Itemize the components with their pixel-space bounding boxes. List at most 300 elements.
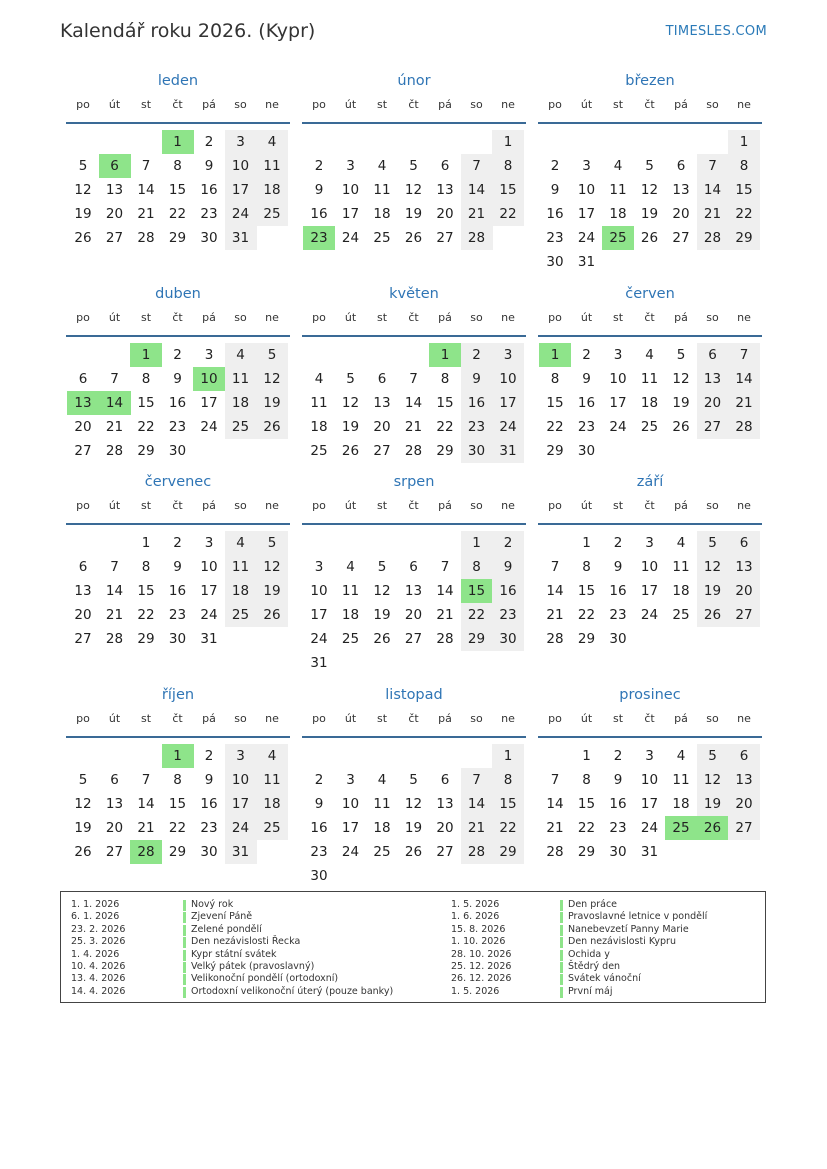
day-cell: 27: [728, 603, 760, 627]
weekday-label: čt: [408, 311, 419, 324]
holiday-name: Pravoslavné letnice v pondělí: [568, 911, 708, 923]
day-cell: 22: [436, 419, 454, 435]
day-cell: 24: [341, 844, 360, 860]
day-cell: 2: [613, 535, 623, 551]
day-cell: 10: [492, 367, 524, 391]
day-cell: 29: [577, 844, 596, 860]
day-cell: 21: [436, 607, 454, 623]
holiday-name: Den nezávislosti Kypru: [568, 936, 676, 948]
weekday-label: pá: [674, 499, 688, 512]
weekday-label: st: [612, 499, 624, 512]
day-cell: 20: [697, 391, 729, 415]
weekday-label: po: [312, 712, 326, 725]
day-cell: 19: [640, 206, 659, 222]
day-cell: 9: [314, 796, 324, 812]
day-cell: 8: [141, 559, 151, 575]
day-cell: 14: [436, 583, 454, 599]
weekday-label: so: [470, 311, 483, 324]
day-cell: 5: [346, 371, 355, 387]
day-cell: 31: [200, 631, 218, 647]
day-cell: 17: [200, 583, 218, 599]
day-cell: 27: [436, 844, 454, 860]
day-cell: 18: [672, 796, 690, 812]
day-cell: 10: [577, 182, 596, 198]
holiday-legend-row: [61, 949, 761, 961]
day-cell: 28: [105, 443, 124, 459]
day-cell: 14: [105, 583, 124, 599]
day-cell: 28: [697, 226, 729, 250]
day-cell: 26: [256, 603, 288, 627]
day-cell: 3: [346, 158, 355, 174]
day-cell: 11: [341, 583, 360, 599]
day-cell: 19: [697, 792, 729, 816]
day-cell: 17: [200, 395, 218, 411]
day-cell: 3: [645, 535, 654, 551]
day-cell: 4: [377, 158, 387, 174]
day-cell: 27: [728, 816, 760, 840]
day-cell: 18: [225, 579, 257, 603]
day-cell: 30: [168, 443, 187, 459]
day-cell: 2: [613, 748, 623, 764]
day-cell: 4: [613, 158, 623, 174]
holiday-date: 1. 4. 2026: [71, 948, 120, 960]
day-cell: 26: [74, 230, 92, 246]
day-cell: 10: [310, 583, 328, 599]
day-cell: 20: [728, 792, 760, 816]
weekday-label: pá: [202, 712, 216, 725]
day-cell: 26: [404, 230, 423, 246]
day-cell: 6: [440, 158, 450, 174]
day-cell-holiday: 10: [193, 367, 225, 391]
day-cell: 2: [492, 531, 524, 555]
holiday-marker: [560, 900, 563, 911]
day-cell: 16: [168, 395, 187, 411]
day-cell: 21: [137, 820, 155, 836]
holiday-date: 10. 4. 2026: [71, 961, 126, 972]
day-cell: 29: [436, 443, 454, 459]
day-cell: 15: [546, 395, 564, 411]
day-cell-holiday: 1: [539, 343, 571, 367]
day-cell: 12: [256, 367, 288, 391]
weekday-label: st: [140, 98, 152, 111]
day-cell: 23: [609, 607, 627, 623]
day-cell: 17: [492, 391, 524, 415]
holiday-name: Den nezávislosti Řecka: [191, 936, 301, 948]
day-cell: 1: [141, 535, 151, 551]
weekday-label: út: [580, 98, 593, 111]
day-cell: 27: [672, 230, 690, 246]
day-cell: 10: [341, 182, 360, 198]
day-cell: 22: [546, 419, 564, 435]
day-cell: 6: [78, 371, 88, 387]
day-cell: 21: [546, 607, 564, 623]
weekday-label: pá: [674, 311, 688, 324]
day-cell: 18: [256, 178, 288, 202]
day-cell: 12: [373, 583, 391, 599]
day-cell: 17: [640, 796, 659, 812]
weekday-label: ne: [737, 499, 751, 512]
day-cell: 7: [697, 154, 729, 178]
day-cell: 23: [546, 230, 564, 246]
day-cell: 29: [168, 844, 187, 860]
day-cell: 5: [78, 158, 88, 174]
day-cell-holiday: 25: [602, 226, 634, 250]
weekday-label: st: [376, 499, 388, 512]
day-cell: 21: [728, 391, 760, 415]
holiday-date: 25. 3. 2026: [71, 936, 126, 948]
day-cell: 30: [168, 631, 187, 647]
day-cell: 7: [110, 371, 119, 387]
weekday-label: út: [344, 98, 357, 111]
day-cell: 21: [105, 419, 124, 435]
day-cell: 22: [577, 607, 596, 623]
day-cell: 10: [640, 559, 659, 575]
month-name: duben: [155, 286, 201, 302]
day-cell: 18: [225, 391, 257, 415]
day-cell: 3: [613, 347, 623, 363]
day-cell: 13: [436, 182, 454, 198]
day-cell: 25: [373, 844, 391, 860]
day-cell: 17: [577, 206, 596, 222]
day-cell-holiday: 13: [67, 391, 99, 415]
day-cell: 5: [697, 531, 729, 555]
day-cell: 28: [105, 631, 124, 647]
weekday-label: pá: [202, 98, 216, 111]
day-cell: 22: [492, 816, 524, 840]
day-cell: 2: [173, 535, 182, 551]
day-cell: 6: [728, 531, 760, 555]
day-cell: 28: [137, 230, 155, 246]
day-cell: 1: [728, 130, 760, 154]
day-cell: 9: [173, 371, 182, 387]
weekday-label: st: [612, 98, 624, 111]
day-cell: 4: [676, 748, 686, 764]
day-cell: 1: [582, 748, 591, 764]
weekday-label: st: [140, 499, 152, 512]
day-cell: 27: [404, 631, 423, 647]
day-cell: 25: [672, 607, 690, 623]
day-cell: 24: [200, 607, 218, 623]
day-cell: 14: [461, 792, 493, 816]
holiday-marker: [560, 950, 563, 961]
day-cell: 26: [256, 415, 288, 439]
weekday-header: [538, 98, 762, 124]
day-cell: 29: [168, 230, 187, 246]
day-cell: 28: [436, 631, 454, 647]
day-cell: 1: [582, 535, 591, 551]
day-cell: 13: [728, 555, 760, 579]
weekday-label: čt: [172, 311, 183, 324]
day-cell: 13: [74, 583, 92, 599]
weekday-header: [538, 499, 762, 525]
holiday-name: Ochida y: [568, 948, 610, 960]
day-cell-holiday: 26: [697, 816, 729, 840]
day-cell: 20: [436, 206, 454, 222]
holiday-legend-row: [61, 899, 761, 911]
holiday-date: 1. 5. 2026: [451, 899, 500, 910]
day-cell: 16: [461, 391, 493, 415]
month-name: únor: [397, 73, 431, 89]
day-cell: 30: [609, 844, 627, 860]
day-cell: 15: [436, 395, 454, 411]
day-cell: 31: [225, 226, 257, 250]
day-cell: 17: [341, 820, 360, 836]
day-cell: 26: [373, 631, 391, 647]
day-cell: 24: [640, 607, 659, 623]
day-cell: 19: [74, 820, 92, 836]
holiday-date: 1. 1. 2026: [71, 899, 120, 910]
weekday-label: po: [312, 98, 326, 111]
day-cell: 24: [225, 816, 257, 840]
day-cell: 9: [492, 555, 524, 579]
weekday-label: ne: [737, 98, 751, 111]
month-name: prosinec: [619, 687, 681, 703]
weekday-label: ne: [501, 98, 515, 111]
weekday-label: ne: [737, 311, 751, 324]
day-cell: 23: [200, 206, 218, 222]
holiday-date: 14. 4. 2026: [71, 985, 126, 997]
weekday-label: čt: [172, 499, 183, 512]
day-cell: 14: [697, 178, 729, 202]
day-cell: 27: [697, 415, 729, 439]
day-cell: 7: [110, 559, 119, 575]
weekday-label: po: [312, 499, 326, 512]
day-cell: 6: [78, 559, 88, 575]
day-cell: 8: [728, 154, 760, 178]
weekday-label: čt: [408, 98, 419, 111]
holiday-name: Velký pátek (pravoslavný): [191, 961, 315, 972]
weekday-header: [66, 499, 290, 525]
weekday-header: [66, 712, 290, 738]
day-cell: 17: [225, 178, 257, 202]
day-cell: 6: [440, 772, 450, 788]
day-cell: 29: [728, 226, 760, 250]
weekday-label: ne: [265, 712, 279, 725]
weekday-label: st: [376, 98, 388, 111]
day-cell: 5: [256, 531, 288, 555]
day-cell: 3: [645, 748, 654, 764]
day-cell: 23: [461, 415, 493, 439]
day-cell: 5: [409, 158, 418, 174]
day-cell: 18: [373, 820, 391, 836]
weekday-label: so: [470, 712, 483, 725]
day-cell: 22: [137, 419, 155, 435]
day-cell: 16: [200, 796, 218, 812]
day-cell: 13: [105, 182, 124, 198]
weekday-label: st: [612, 712, 624, 725]
site-link[interactable]: TIMESLES.COM: [665, 24, 767, 39]
day-cell: 24: [577, 230, 596, 246]
day-cell: 8: [582, 559, 591, 575]
day-cell: 26: [341, 443, 360, 459]
holiday-name: Svátek vánoční: [568, 973, 641, 985]
day-cell: 31: [640, 844, 659, 860]
day-cell: 16: [577, 395, 596, 411]
weekday-label: čt: [644, 311, 655, 324]
day-cell: 20: [105, 206, 124, 222]
day-cell: 7: [141, 772, 151, 788]
day-cell: 22: [168, 820, 187, 836]
holiday-legend-row: [61, 924, 761, 936]
weekday-label: ne: [737, 712, 751, 725]
day-cell: 30: [461, 439, 493, 463]
holiday-marker: [560, 925, 563, 936]
day-cell: 2: [461, 343, 493, 367]
day-cell: 20: [74, 419, 92, 435]
day-cell: 13: [672, 182, 690, 198]
day-cell: 23: [577, 419, 596, 435]
day-cell: 22: [461, 603, 493, 627]
holiday-date: 1. 6. 2026: [451, 911, 500, 923]
day-cell: 12: [404, 182, 423, 198]
page-title: Kalendář roku 2026. (Kypr): [60, 20, 316, 42]
day-cell: 17: [310, 607, 328, 623]
month-name: květen: [389, 286, 439, 302]
day-cell: 20: [404, 607, 423, 623]
day-cell: 15: [492, 792, 524, 816]
holiday-name: První máj: [568, 985, 613, 997]
weekday-label: út: [580, 712, 593, 725]
holiday-name: Velikonoční pondělí (ortodoxní): [191, 973, 339, 985]
day-cell: 3: [314, 559, 324, 575]
day-cell: 24: [640, 820, 659, 836]
day-cell: 21: [461, 202, 493, 226]
day-cell: 9: [550, 182, 560, 198]
day-cell: 16: [609, 583, 627, 599]
day-cell: 13: [404, 583, 423, 599]
day-cell: 7: [141, 158, 151, 174]
weekday-label: út: [344, 311, 357, 324]
day-cell: 30: [492, 627, 524, 651]
day-cell: 3: [204, 347, 214, 363]
holiday-date: 6. 1. 2026: [71, 911, 120, 923]
holiday-date: 1. 10. 2026: [451, 936, 506, 948]
day-cell: 3: [225, 130, 257, 154]
day-cell: 9: [461, 367, 493, 391]
day-cell: 19: [74, 206, 92, 222]
day-cell-holiday: 25: [665, 816, 697, 840]
holiday-date: 26. 12. 2026: [451, 973, 512, 985]
day-cell: 28: [461, 840, 493, 864]
holiday-date: 25. 12. 2026: [451, 961, 512, 972]
weekday-label: st: [376, 712, 388, 725]
day-cell: 8: [461, 555, 493, 579]
day-cell: 12: [697, 768, 729, 792]
weekday-label: ne: [501, 499, 515, 512]
holiday-date: 23. 2. 2026: [71, 923, 126, 935]
day-cell: 12: [74, 182, 92, 198]
day-cell: 15: [168, 182, 187, 198]
day-cell: 18: [640, 395, 659, 411]
month-name: březen: [625, 73, 675, 89]
day-cell: 30: [577, 443, 596, 459]
day-cell: 22: [728, 202, 760, 226]
day-cell: 1: [492, 744, 524, 768]
weekday-label: po: [548, 499, 562, 512]
day-cell: 29: [577, 631, 596, 647]
weekday-label: pá: [438, 712, 452, 725]
weekday-header: [302, 499, 526, 525]
day-cell: 19: [341, 419, 360, 435]
day-cell: 11: [310, 395, 328, 411]
day-cell: 12: [74, 796, 92, 812]
day-cell: 7: [409, 371, 418, 387]
day-cell: 24: [609, 419, 627, 435]
month-name: říjen: [161, 687, 195, 703]
weekday-label: po: [312, 311, 326, 324]
day-cell: 9: [582, 371, 591, 387]
day-cell: 30: [609, 631, 627, 647]
day-cell: 31: [577, 254, 596, 270]
day-cell: 11: [256, 768, 288, 792]
day-cell: 9: [173, 559, 182, 575]
day-cell: 5: [409, 772, 418, 788]
day-cell: 4: [225, 343, 257, 367]
day-cell: 29: [461, 627, 493, 651]
weekday-label: st: [140, 712, 152, 725]
day-cell: 16: [200, 182, 218, 198]
month-name: leden: [157, 73, 199, 89]
day-cell: 20: [74, 607, 92, 623]
day-cell: 8: [550, 371, 560, 387]
holiday-date: 28. 10. 2026: [451, 948, 512, 960]
day-cell: 22: [492, 202, 524, 226]
day-cell: 31: [225, 840, 257, 864]
day-cell: 18: [373, 206, 391, 222]
day-cell: 10: [200, 559, 218, 575]
day-cell: 1: [461, 531, 493, 555]
day-cell: 20: [672, 206, 690, 222]
day-cell: 13: [697, 367, 729, 391]
day-cell-holiday: 6: [99, 154, 131, 178]
day-cell: 20: [105, 820, 124, 836]
day-cell: 7: [461, 768, 493, 792]
day-cell-holiday: 14: [99, 391, 131, 415]
day-cell: 25: [256, 816, 288, 840]
day-cell: 28: [728, 415, 760, 439]
day-cell: 22: [137, 607, 155, 623]
day-cell: 6: [697, 343, 729, 367]
day-cell: 16: [609, 796, 627, 812]
day-cell: 21: [404, 419, 423, 435]
day-cell: 19: [404, 820, 423, 836]
weekday-label: st: [612, 311, 624, 324]
holiday-name: Zjevení Páně: [191, 911, 253, 923]
day-cell: 15: [168, 796, 187, 812]
day-cell: 23: [168, 419, 187, 435]
day-cell-holiday: 1: [130, 343, 162, 367]
day-cell: 13: [373, 395, 391, 411]
holiday-name: Štědrý den: [568, 961, 621, 972]
weekday-label: po: [76, 712, 90, 725]
day-cell: 27: [105, 230, 124, 246]
day-cell: 25: [373, 230, 391, 246]
holiday-legend: [60, 891, 766, 1003]
day-cell: 27: [373, 443, 391, 459]
day-cell: 27: [436, 230, 454, 246]
day-cell: 6: [409, 559, 418, 575]
weekday-label: ne: [265, 311, 279, 324]
month-name: červen: [625, 286, 675, 302]
day-cell: 24: [200, 419, 218, 435]
day-cell: 3: [492, 343, 524, 367]
day-cell: 5: [78, 772, 88, 788]
day-cell: 23: [168, 607, 187, 623]
day-cell: 31: [310, 655, 328, 671]
day-cell: 4: [676, 535, 686, 551]
day-cell: 15: [492, 178, 524, 202]
day-cell-holiday: 28: [130, 840, 162, 864]
